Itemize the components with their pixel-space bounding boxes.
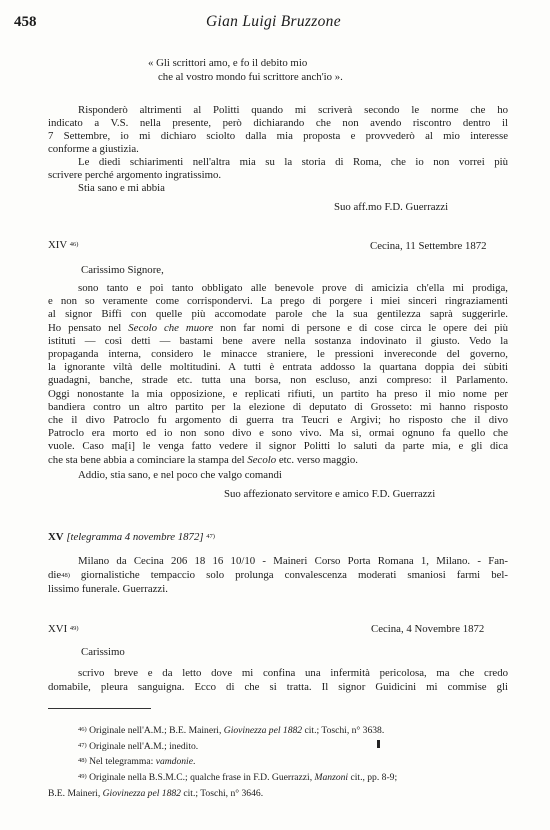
text-line: scrivo breve e da letto dove mi confina una infermità pericolosa, ma che credo: [78, 667, 508, 679]
place-date: Cecina, 11 Settembre 1872: [370, 240, 487, 252]
text-line: vuole. Caso ma[i] le venga fatto vedere il signor Politti lo saluti da parte mia, e gli dica: [48, 440, 508, 453]
text-line: al signor Biffi con quelle più accomodate parole che la sua gentilezza saprà suggerirle.: [48, 308, 508, 321]
text-line: Oggi nonostante la mia opposizione, e replicati rifiuti, un partito ha preso il mio nome per: [48, 387, 508, 400]
text-line: che il divo Patroclo fu argomento di guerra tra Teucri e Argivi; ho risposto che il divo: [48, 414, 508, 426]
letter-heading: [48, 239, 78, 252]
text-line: la ignorante viltà delle moltitudini. A tutti è entrata addosso la quartana doppia dei sùbiti: [48, 361, 508, 374]
salutation: Carissimo Signore,: [81, 264, 164, 276]
footnote: $^{49)}$ Originale nella B.S.M.C.; qualche frase in F.D. Guerrazzi, Manzoni cit., pp. 8-9;: [78, 771, 398, 783]
footnote-number: 49): [78, 772, 87, 780]
text-line: conforme a giustizia.: [48, 143, 139, 155]
text-line: guadagni, banche, strade etc. tutta una borsa, non escluso, anzi compreso: il Parlamento.: [48, 374, 508, 387]
footnote-number: 48): [78, 757, 87, 765]
text-line: 7 Settembre, io mi dichiaro sciolto dalla mia proposta e provvederò al mio interesse: [48, 130, 508, 142]
text-line: Patroclo era morto ed io non sono divo e sono vivo. Ma sì, ormai ognuno fa quello che: [48, 427, 508, 440]
footnote: $^{47)}$ Originale nell'A.M.; inedito.: [78, 740, 199, 752]
closing-line: Stia sano e mi abbia: [78, 182, 165, 194]
text-line: che sta bene abbia a cominciare la stampa del Secolo etc. verso maggio.: [48, 453, 358, 466]
verse-line: « Gli scrittori amo, e fo il debito mio: [148, 57, 308, 69]
bracket-note: [telegramma 4 novembre 1872]: [66, 531, 204, 543]
page-number: 458: [14, 14, 37, 30]
footnote: $^{46)}$ Originale nell'A.M.; B.E. Maineri, Giovinezza pel 1882 cit.; Toschi, n° 3638.: [78, 725, 385, 736]
text-line: istituti — così detti — bastami bene avere nella sostanza indovinato il giusto. Vedo la: [48, 334, 508, 347]
letter-number: XIV: [48, 239, 67, 251]
text-line: scrivere perché argomento ingratissimo.: [48, 169, 222, 181]
text-line: e non so veramente come corrispondervi. La prego di porgere i miei sinceri ringraziamenti: [48, 295, 508, 308]
text-line: sono tanto e poi tanto obbligato alle benevole prove di amicizia ch'ella mi prodiga,: [78, 282, 508, 294]
place-date: Cecina, 4 Novembre 1872: [371, 623, 485, 635]
note-ref: 46): [69, 241, 79, 248]
letter-number: XVI: [48, 623, 68, 635]
text-line: domabile, pleura sanguigna. Ecco di che si tratta. Il signor Guidicini mi commise gli: [48, 681, 508, 693]
footnote: $^{48)}$ Nel telegramma: vamdonie.: [78, 756, 196, 768]
footnote-number: 47): [78, 741, 87, 749]
text-line: lissimo funerale. Guerrazzi.: [48, 583, 168, 595]
text-line: propaganda interna, considero le minacce straniere, le pressioni invereconde del governo,: [48, 348, 508, 360]
note-ref: 49): [69, 625, 79, 632]
footnote-continuation: B.E. Maineri, Giovinezza pel 1882 cit.; Toschi, n° 3646.: [48, 788, 264, 799]
letter-number: XV: [48, 531, 64, 543]
signature: Suo affezionato servitore e amico F.D. Guerrazzi: [224, 488, 436, 500]
footnote-rule: [48, 708, 151, 709]
signature: Suo aff.mo F.D. Guerrazzi: [334, 201, 449, 213]
note-ref: 48): [61, 572, 70, 579]
verse-line: che al vostro mondo fui scrittore anch'io ».: [158, 71, 343, 83]
text-line: indicato a V.S. nella presente, però dichiarando che non avendo riscontro dentro il: [48, 117, 508, 129]
letter-heading: [48, 623, 79, 636]
text-line: Risponderò altrimenti al Politti quando mi scriverà secondo le norme che ho: [78, 104, 508, 116]
salutation: Carissimo: [81, 646, 125, 658]
text-line: Le diedi schiarimenti nell'altra mia su la storia di Roma, che io non vorrei più: [78, 156, 508, 168]
ink-mark: [377, 740, 380, 748]
footnote-number: 46): [78, 726, 87, 733]
text-line: Milano da Cecina 206 18 16 10/10 - Maineri Corso Porta Romana 1, Milano. - Fan-: [78, 555, 508, 567]
note-ref: 47): [206, 533, 215, 540]
running-head: Gian Luigi Bruzzone: [206, 13, 341, 30]
letter-heading: [48, 531, 215, 544]
text-line: die$^{48)}$ giornalistiche tempaccio solo prolunga convalescenza moderati smaniosi farmi bel-: [48, 569, 508, 581]
text-line: bandiera contro un altro partito per la elezione di deputato di Grosseto: mi hanno risposto: [48, 400, 508, 413]
text-line: Ho pensato nel Secolo che muore non far nomi di persone e di cose circa le opere dei più: [48, 321, 509, 334]
closing-line: Addio, stia sano, e nel poco che valgo comandi: [78, 469, 282, 481]
